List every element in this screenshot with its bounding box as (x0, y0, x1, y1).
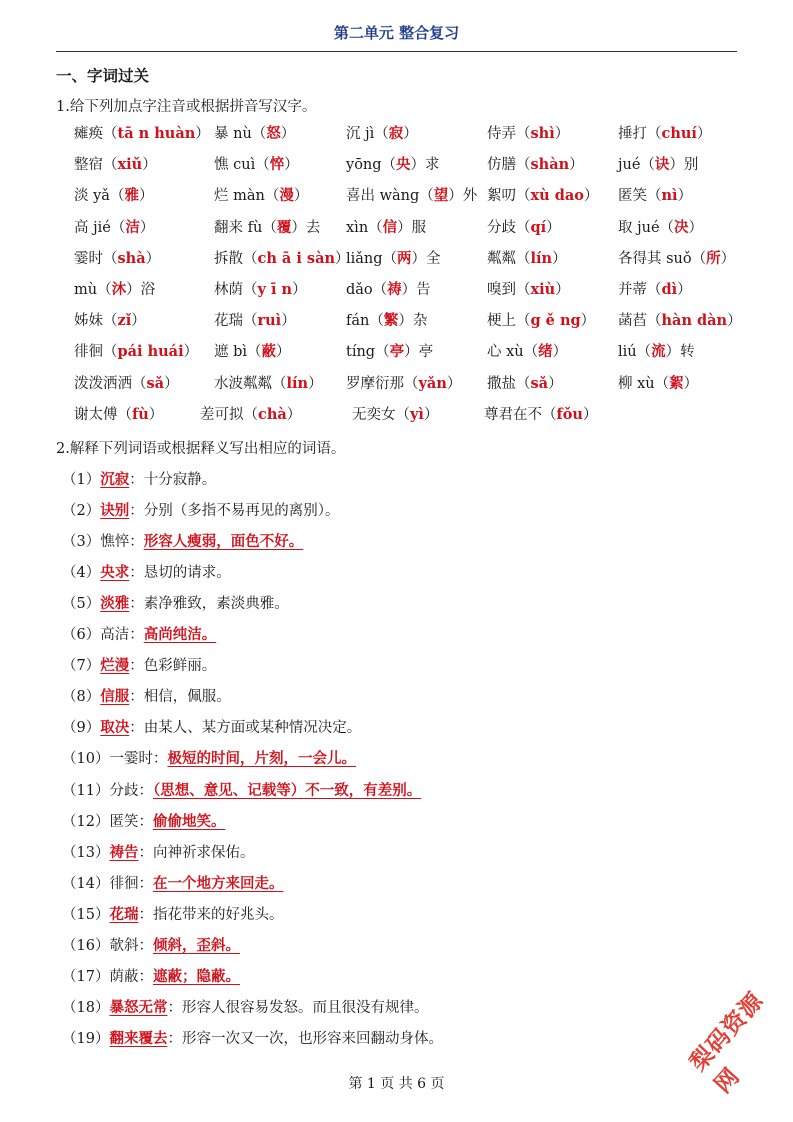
item-number: （18） (62, 999, 110, 1016)
word-item (346, 278, 431, 299)
word-prompt: 水波粼粼（ (214, 375, 287, 392)
word-item (618, 216, 703, 237)
word-answer: sǎ (530, 374, 549, 392)
item-definition: 色彩鲜丽。 (143, 658, 217, 675)
item-term: 一霎时 (109, 751, 153, 768)
word-item (487, 309, 595, 330)
word-suffix: ） (548, 375, 563, 392)
definition-item (62, 810, 225, 831)
word-prompt: liú（ (618, 344, 652, 361)
word-prompt: 捶打（ (618, 126, 662, 142)
word-suffix: ） (683, 375, 699, 392)
word-item (214, 184, 308, 205)
item-definition: 恳切的请求。 (143, 565, 231, 582)
item-number: （12） (62, 813, 110, 830)
word-prompt: jué（ (618, 157, 655, 174)
word-item (484, 403, 597, 424)
item-colon: ： (138, 844, 153, 861)
word-prompt: 花瑞（ (214, 313, 258, 330)
word-suffix: ） (142, 157, 157, 174)
item-definition: 素净雅致，素淡典雅。 (143, 596, 289, 613)
item-definition: 指花带来的好兆头。 (152, 906, 284, 923)
word-suffix: ） (727, 313, 742, 330)
word-suffix: ） (677, 282, 692, 298)
word-suffix: ） (552, 250, 567, 267)
item-term: 沉寂 (100, 471, 130, 488)
item-number: （13） (62, 844, 110, 861)
item-term: 憔悴 (100, 534, 130, 551)
word-suffix: ） (308, 375, 323, 392)
word-suffix: ） (423, 406, 439, 423)
definition-item (62, 996, 428, 1017)
word-item (74, 340, 198, 361)
word-item (214, 309, 296, 330)
definition-item (62, 965, 240, 986)
word-answer: 沐 (111, 281, 127, 298)
word-suffix: ） (554, 126, 570, 142)
word-item (352, 403, 438, 424)
definition-item (62, 841, 254, 862)
word-item (618, 372, 698, 393)
word-suffix: ） (720, 250, 736, 267)
word-prompt: 林荫（ (214, 282, 258, 298)
item-colon: ： (129, 627, 144, 644)
word-item (487, 216, 561, 237)
word-answer: qí (530, 218, 547, 236)
word-item (74, 216, 154, 237)
item-term: 高洁 (100, 627, 130, 644)
word-item (74, 278, 155, 299)
word-prompt: 泼泼洒洒（ (74, 375, 147, 392)
word-suffix: ）亭 (404, 344, 434, 361)
word-answer: 覆 (276, 218, 292, 236)
definition-item (62, 499, 339, 520)
definition-item (62, 654, 216, 675)
definition-item (62, 779, 421, 800)
word-answer: 央 (396, 156, 411, 174)
definition-item (62, 530, 303, 551)
definition-item (62, 934, 240, 955)
page-footer: 第 1 页 共 6 页 (348, 1076, 445, 1092)
word-item (200, 403, 301, 424)
word-answer: shàn (530, 156, 570, 174)
word-answer: 寂 (388, 125, 404, 142)
word-suffix: ） (281, 313, 296, 330)
word-item (74, 372, 179, 393)
word-suffix: ） (276, 344, 291, 361)
word-prompt: mù（ (74, 282, 112, 298)
question-1-prompt: 1.给下列加点字注音或根据拼音写汉字。 (56, 99, 317, 115)
word-item (214, 278, 307, 299)
word-item (618, 153, 698, 174)
word-answer: yì (410, 405, 424, 423)
word-suffix: ） (195, 126, 210, 142)
word-prompt: tíng（ (346, 344, 390, 361)
word-answer: 祷 (387, 281, 402, 298)
word-prompt: 沉 jì（ (346, 126, 389, 142)
item-colon: ： (129, 689, 144, 706)
word-prompt: 翻来 fù（ (214, 219, 277, 236)
item-colon: ： (138, 937, 153, 954)
word-suffix: ）去 (291, 219, 321, 236)
word-item (487, 153, 584, 174)
word-answer: lín (530, 249, 553, 267)
word-prompt: 谢太傅（ (74, 406, 132, 423)
word-item (487, 372, 563, 393)
item-colon: ： (138, 875, 153, 892)
definition-item (62, 903, 283, 924)
item-number: （2） (62, 503, 101, 520)
word-item (346, 184, 477, 205)
word-answer: ruì (257, 312, 282, 330)
word-suffix: ） (696, 126, 712, 142)
word-item (487, 184, 598, 205)
word-suffix: ） (583, 188, 599, 205)
word-suffix: ） (293, 188, 309, 205)
word-item (214, 247, 350, 268)
item-colon: ： (138, 782, 153, 799)
item-number: （8） (62, 689, 101, 706)
definition-item (62, 872, 283, 893)
word-item (74, 184, 153, 205)
item-colon: ： (129, 503, 144, 520)
word-prompt: 徘徊（ (74, 344, 118, 361)
item-term: 分歧 (109, 782, 139, 799)
item-term: 欹斜 (109, 937, 139, 954)
word-suffix: ） (546, 219, 561, 236)
word-suffix: ） (284, 157, 299, 174)
word-suffix: ） (403, 126, 418, 142)
item-colon: ： (167, 999, 182, 1016)
word-prompt: 憔 cuì（ (214, 157, 270, 174)
word-item (214, 216, 320, 237)
item-colon: ： (138, 813, 153, 830)
word-item (618, 340, 695, 361)
word-item (74, 153, 157, 174)
word-suffix: ） (552, 344, 568, 361)
word-prompt: 姊妹（ (74, 313, 118, 330)
definition-item (62, 716, 361, 737)
item-number: （19） (62, 1030, 110, 1047)
word-item (618, 247, 735, 268)
item-definition: 高尚纯洁。 (143, 626, 217, 644)
word-item (346, 309, 427, 330)
word-answer: ch ā i sàn (257, 249, 336, 267)
item-number: （3） (62, 534, 101, 551)
item-number: （1） (62, 472, 101, 488)
definition-item (62, 685, 231, 706)
word-answer: hàn dàn (661, 312, 728, 330)
word-answer: zǐ (117, 312, 132, 330)
word-answer: g ě ng (530, 312, 581, 330)
word-answer: pái huái (117, 343, 184, 361)
word-answer: fù (132, 405, 149, 423)
word-suffix: ）转 (665, 344, 695, 361)
word-suffix: ） (148, 406, 164, 423)
word-suffix: ）全 (411, 250, 441, 267)
word-item (618, 309, 742, 330)
word-suffix: ） (292, 282, 307, 298)
word-item (214, 372, 323, 393)
item-term: 烂漫 (100, 657, 130, 675)
word-answer: nì (661, 187, 678, 205)
section-title: 一、字词过关 (56, 67, 150, 85)
item-term: 暴怒无常 (109, 998, 168, 1016)
word-suffix: ） (555, 282, 570, 298)
item-definition: 十分寂静。 (143, 472, 217, 488)
word-prompt: 拆散（ (214, 250, 258, 267)
item-definition: 形容人瘦弱，面色不好。 (143, 533, 304, 551)
item-number: （9） (62, 720, 101, 737)
item-term: 诀别 (100, 502, 130, 520)
word-suffix: ） (580, 313, 596, 330)
word-prompt: 撒盐（ (487, 375, 531, 392)
word-answer: chuí (661, 125, 697, 142)
item-definition: 在一个地方来回走。 (152, 874, 284, 892)
word-prompt: 罗摩衍那（ (346, 375, 419, 392)
word-suffix: ） (145, 250, 161, 267)
word-suffix: ）服 (397, 219, 427, 236)
item-number: （4） (62, 565, 101, 582)
word-answer: tā n huàn (117, 125, 196, 142)
word-prompt: 匿笑（ (618, 188, 662, 205)
word-prompt: 喜出 wàng（ (346, 188, 434, 205)
word-item (346, 153, 440, 174)
word-suffix: ）外 (448, 188, 478, 205)
header-divider (56, 51, 737, 52)
word-prompt: fán（ (346, 313, 384, 330)
question-2-prompt: 2.解释下列词语或根据释义写出相应的词语。 (56, 441, 346, 457)
item-term: 取决 (100, 719, 130, 737)
word-suffix: ）杂 (398, 313, 428, 330)
word-prompt: yōng（ (346, 157, 397, 174)
item-term: 匿笑 (109, 813, 139, 830)
word-prompt: 粼粼（ (487, 250, 531, 267)
item-colon: ： (129, 472, 144, 488)
word-answer: 所 (706, 249, 721, 267)
word-suffix: ） (131, 313, 146, 330)
item-term: 徘徊 (109, 875, 139, 892)
item-definition: 相信，佩服。 (143, 689, 231, 706)
word-suffix: ） (286, 406, 302, 423)
word-suffix: ）告 (401, 282, 431, 298)
word-suffix: ） (688, 219, 704, 236)
word-prompt: 嗅到（ (487, 282, 531, 298)
item-term: 花瑞 (109, 905, 139, 923)
definition-item (62, 561, 231, 582)
word-answer: 诀 (654, 156, 670, 174)
word-prompt: 暴 nù（ (214, 126, 267, 142)
word-item (487, 278, 570, 299)
word-item (487, 247, 567, 268)
word-prompt: 遮 bì（ (214, 344, 262, 361)
word-prompt: 絮叨（ (487, 188, 531, 205)
item-colon: ： (129, 720, 144, 737)
word-answer: y ī n (257, 281, 293, 298)
word-suffix: ） (164, 375, 179, 392)
word-suffix: ） (280, 126, 296, 142)
item-definition: 由某人、某方面或某种情况决定。 (143, 720, 362, 737)
word-prompt: dǎo（ (346, 282, 388, 298)
word-item (346, 372, 461, 393)
item-definition: （思想、意见、记载等）不一致，有差别。 (152, 781, 422, 799)
item-definition: 倾斜，歪斜。 (152, 936, 240, 954)
item-colon: ： (129, 565, 144, 582)
word-answer: 信 (382, 218, 398, 236)
word-answer: 决 (674, 218, 689, 236)
item-definition: 遮蔽；隐蔽。 (152, 967, 240, 985)
word-answer: xù dao (530, 187, 584, 205)
item-number: （6） (62, 627, 101, 644)
item-definition: 向神祈求保佑。 (152, 844, 255, 861)
item-colon: ： (129, 596, 144, 613)
word-suffix: ） (446, 375, 462, 392)
word-item (618, 184, 692, 205)
word-suffix: ） (183, 344, 199, 361)
word-item (74, 122, 210, 143)
definition-item (62, 623, 216, 644)
word-suffix: ） (335, 250, 350, 267)
word-item (618, 122, 711, 143)
word-prompt: xìn（ (346, 219, 383, 236)
word-prompt: 霎时（ (74, 250, 118, 267)
word-item (214, 153, 299, 174)
item-number: （5） (62, 596, 101, 613)
item-colon: ： (167, 1030, 182, 1047)
word-prompt: 仿膳（ (487, 157, 531, 174)
word-answer: xiǔ (117, 156, 143, 174)
item-definition: 形容人很容易发怒。而且很没有规律。 (181, 999, 429, 1016)
item-term: 央求 (100, 564, 130, 582)
item-number: （17） (62, 968, 110, 985)
word-suffix: ） (569, 157, 584, 174)
word-item (487, 122, 569, 143)
word-item (346, 216, 426, 237)
word-answer: 洁 (125, 218, 140, 236)
word-prompt: 菡萏（ (618, 313, 662, 330)
item-definition: 分别（多指不易再见的离别）。 (143, 503, 340, 520)
word-item (487, 340, 567, 361)
word-answer: 蔽 (261, 343, 277, 361)
word-answer: 怒 (266, 125, 281, 142)
word-prompt: 各得其 suǒ（ (618, 250, 707, 267)
watermark-logo: 梨码资源网 (685, 987, 769, 1099)
word-prompt: 侍弄（ (487, 126, 531, 142)
word-prompt: 尊君在不（ (484, 406, 557, 423)
word-answer: xiù (530, 281, 556, 298)
item-colon: ： (129, 658, 144, 675)
item-colon: ： (152, 751, 168, 768)
word-answer: dì (661, 281, 678, 298)
item-number: （14） (62, 875, 110, 892)
item-number: （15） (62, 906, 110, 923)
word-answer: sǎ (146, 374, 165, 392)
word-item (346, 247, 441, 268)
item-number: （10） (62, 751, 110, 768)
word-item (74, 403, 163, 424)
definition-item (62, 592, 289, 613)
word-prompt: 分歧（ (487, 219, 531, 236)
word-prompt: 整宿（ (74, 157, 118, 174)
item-colon: ： (129, 534, 144, 551)
word-answer: 雅 (124, 187, 139, 205)
item-term: 翻来覆去 (109, 1029, 168, 1047)
word-answer: 悴 (269, 156, 285, 174)
item-term: 荫蔽 (109, 968, 139, 985)
item-number: （7） (62, 658, 101, 675)
word-suffix: ） (138, 188, 154, 205)
word-item (74, 247, 160, 268)
word-answer: 漫 (279, 187, 294, 205)
word-answer: 繁 (383, 312, 399, 330)
word-item (346, 340, 433, 361)
word-answer: lín (286, 374, 309, 392)
item-term: 淡雅 (100, 595, 130, 613)
item-number: （11） (62, 782, 110, 799)
item-definition: 极短的时间，片刻，一会儿。 (167, 750, 356, 768)
word-suffix: ）求 (410, 157, 440, 174)
word-answer: 两 (397, 249, 412, 267)
word-answer: 絮 (669, 374, 684, 392)
word-answer: 绪 (538, 343, 553, 361)
word-prompt: 高 jié（ (74, 219, 126, 236)
word-answer: 流 (651, 343, 666, 361)
item-term: 信服 (100, 688, 130, 706)
word-answer: yǎn (418, 374, 447, 392)
word-answer: shì (530, 125, 555, 142)
word-prompt: 无奕女（ (352, 406, 410, 423)
word-item (74, 309, 146, 330)
word-prompt: 取 jué（ (618, 219, 675, 236)
word-prompt: 并蒂（ (618, 282, 662, 298)
definition-item (62, 747, 356, 768)
item-number: （16） (62, 937, 110, 954)
word-answer: chà (258, 405, 287, 423)
word-prompt: liǎng（ (346, 250, 398, 267)
definition-item (62, 468, 216, 489)
item-colon: ： (138, 968, 153, 985)
word-answer: 望 (433, 187, 449, 205)
word-answer: 亭 (389, 343, 405, 361)
word-item (214, 122, 295, 143)
word-prompt: 柳 xù（ (618, 375, 670, 392)
word-suffix: ） (677, 188, 693, 205)
word-prompt: 瘫痪（ (74, 126, 118, 142)
word-item (618, 278, 692, 299)
word-suffix: ） (139, 219, 155, 236)
item-term: 祷告 (109, 843, 139, 861)
page-header-title: 第二单元 整合复习 (333, 24, 460, 42)
word-prompt: 梗上（ (487, 313, 531, 330)
word-answer: shà (117, 249, 146, 267)
word-item (214, 340, 291, 361)
word-prompt: 心 xù（ (487, 344, 539, 361)
word-suffix: ）别 (669, 157, 699, 174)
word-prompt: 烂 màn（ (214, 188, 280, 205)
word-answer: fǒu (556, 405, 583, 423)
word-item (346, 122, 418, 143)
word-prompt: 淡 yǎ（ (74, 188, 125, 205)
word-prompt: 差可拟（ (200, 406, 258, 423)
definition-item (62, 1027, 443, 1048)
item-definition: 形容一次又一次，也形容来回翻动身体。 (181, 1030, 443, 1047)
word-suffix: ）浴 (126, 282, 156, 298)
item-definition: 偷偷地笑。 (152, 812, 226, 830)
item-colon: ： (138, 906, 153, 923)
word-suffix: ） (582, 406, 598, 423)
